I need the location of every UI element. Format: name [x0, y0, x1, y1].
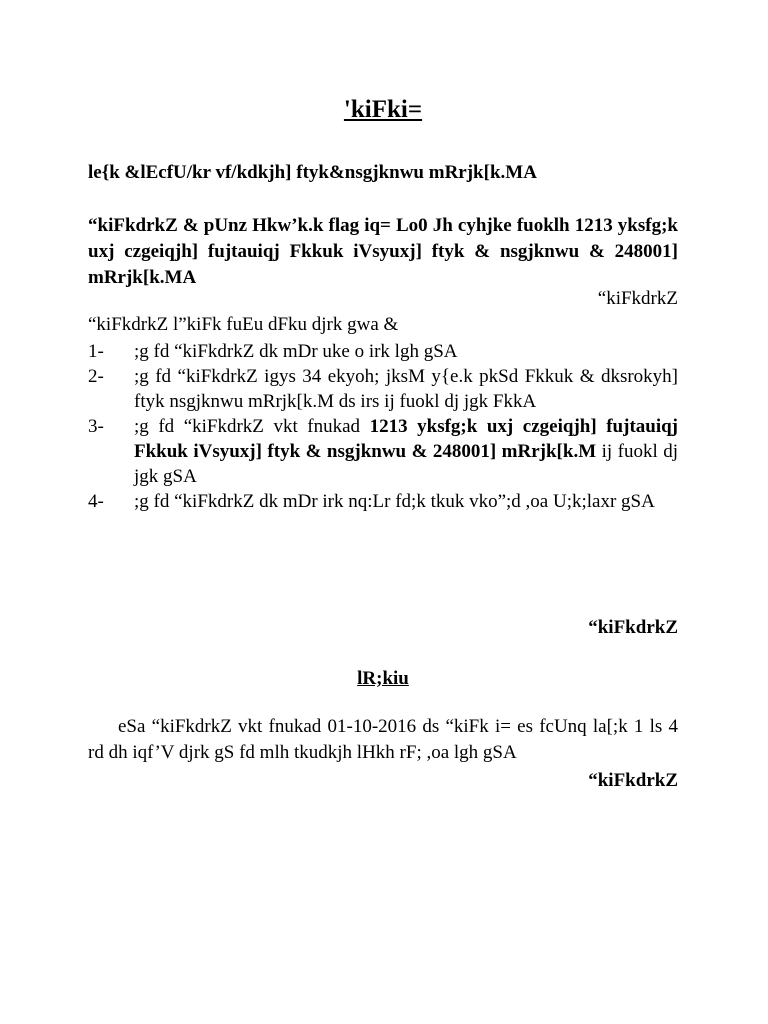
- item-text: ;g fd “kiFkdrkZ igys 34 ekyoh; jksM y{e.k pkSd Fkkuk & dksrokyh] ftyk nsgjknwu mRrjk[k.M ds irs ij fuokl dj jgk FkkA: [134, 366, 678, 412]
- verification-title: lR;kiu: [357, 668, 409, 689]
- signature-top: “kiFkdrkZ: [597, 288, 678, 309]
- item-number: 3-: [88, 416, 104, 437]
- list-item: [88, 489, 678, 514]
- list-item: [88, 339, 678, 364]
- item-text-part: ;g fd “kiFkdrkZ vkt fnukad: [134, 416, 370, 437]
- signature-mid: “kiFkdrkZ: [588, 617, 678, 638]
- item-text: ;g fd “kiFkdrkZ dk mDr irk nq:Lr fd;k tkuk vko”;d ,oa U;k;laxr gSA: [134, 491, 655, 512]
- item-text-bold-address: 1213 yksfg;k uxj czgeiqjh] fujtauiqj Fkkuk iVsyuxj] ftyk & nsgjknwu & 248001] mRrjk[k.M: [134, 416, 679, 462]
- addressee-line: le{k &lEcfU/kr vf/kdkjh] ftyk&nsgjknwu mRrjk[k.MA: [88, 162, 537, 183]
- item-text: ;g fd “kiFkdrkZ dk mDr uke o irk lgh gSA: [134, 341, 458, 362]
- item-number: 2-: [88, 366, 104, 387]
- intro-statement: “kiFkdrkZ l”kiFk fuEu dFku djrk gwa &: [88, 314, 399, 335]
- deponent-address: “kiFkdrkZ & pUnz Hkw’k.k flag iq= Lo0 Jh cyhjke fuoklh 1213 yksfg;k uxj czgeiqjh] fujtauiqj Fkkuk iVsyuxj] ftyk & nsgjknwu & 248001] mRrjk[k.MA: [88, 215, 678, 288]
- document-title: 'kiFki=: [343, 96, 423, 123]
- verification-text: eSa “kiFkdrkZ vkt fnukad 01-10-2016 ds “kiFk i= es fcUnq la[;k 1 ls 4 rd dh iqf’V djrk gS fd mlh tkudkjh lHkh rF; ,oa lgh gSA: [88, 716, 678, 763]
- item-text: [134, 414, 678, 489]
- declaration-list: [88, 339, 678, 514]
- list-item: [88, 414, 678, 489]
- signature-bottom: “kiFkdrkZ: [588, 770, 678, 791]
- item-number: 1-: [88, 341, 104, 362]
- item-text-part: ij fuokl dj jgk gSA: [134, 441, 678, 487]
- item-number: 4-: [88, 491, 104, 512]
- list-item: [88, 364, 678, 414]
